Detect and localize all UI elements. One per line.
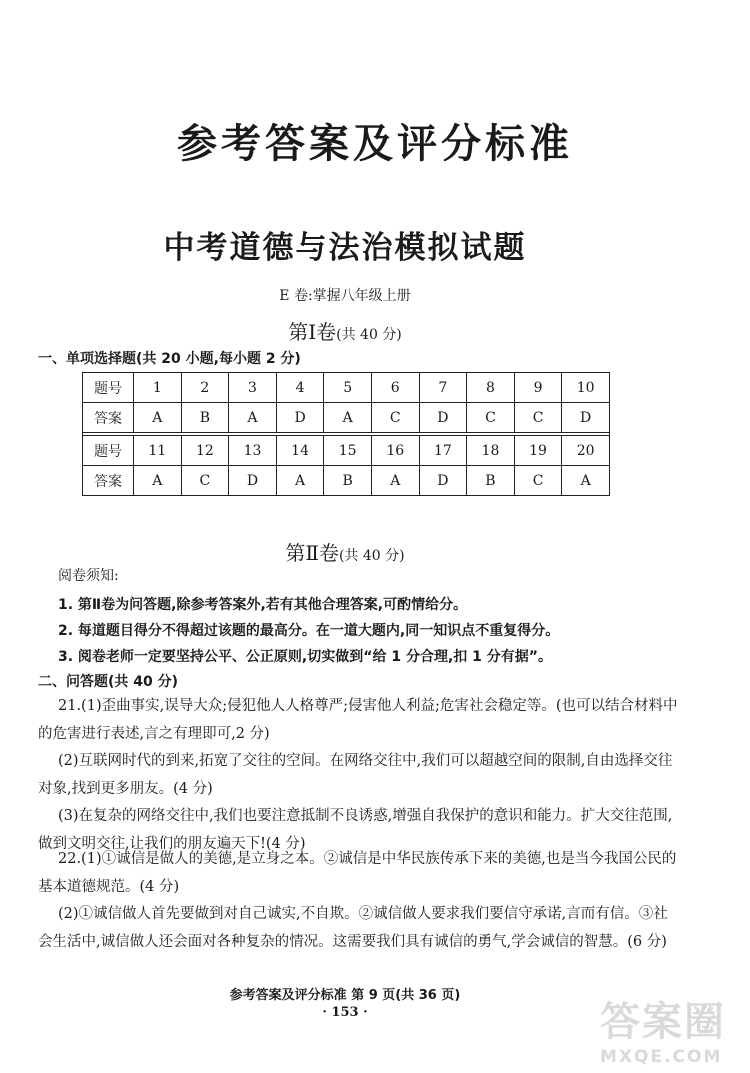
row-label: 题号 [83, 436, 134, 466]
answer-letter-cell: A [562, 466, 610, 496]
question-number-cell: 1 [134, 373, 182, 403]
document-main-title: 参考答案及评分标准 [177, 121, 573, 167]
answer-letter-cell: A [324, 403, 372, 433]
answer-letter-cell: C [371, 403, 419, 433]
part1-title: 第Ⅰ卷 [288, 320, 337, 344]
part1-score: (共 40 分) [336, 327, 402, 343]
answer-letter-cell: D [276, 403, 324, 433]
question-number-cell: 20 [562, 436, 610, 466]
running-footer: 参考答案及评分标准 第 9 页(共 36 页) [229, 988, 461, 1003]
answer-letter-cell: D [419, 466, 467, 496]
rule-item: 3. 阅卷老师一定要坚持公平、公正原则,切实做到“给 1 分合理,扣 1 分有据”。 [58, 649, 552, 665]
watermark-text: 答案圈 [600, 999, 726, 1045]
answer-letter-cell: A [229, 403, 277, 433]
notice-title: 阅卷须知: [58, 568, 119, 584]
part2-score: (共 40 分) [338, 548, 405, 564]
question-number-cell: 4 [276, 373, 324, 403]
exam-scope: E 卷:掌握八年级上册 [279, 288, 411, 304]
part1-section-title: 一、单项选择题(共 20 小题,每小题 2 分) [38, 351, 301, 367]
answer-letter-cell: C [181, 466, 229, 496]
question-number-cell: 19 [514, 436, 562, 466]
question-number-cell: 18 [467, 436, 515, 466]
answer-letter-cell: A [134, 466, 182, 496]
answer-letter-cell: D [419, 403, 467, 433]
answer-letter-cell: C [514, 403, 562, 433]
answer-letter-cell: D [229, 466, 277, 496]
answer-letter-cell: A [371, 466, 419, 496]
answer-letter-cell: D [562, 403, 610, 433]
question-number-cell: 5 [324, 373, 372, 403]
question-number-cell: 15 [324, 436, 372, 466]
question-number-cell: 11 [134, 436, 182, 466]
answer-paragraph: 21.(1)歪曲事实,误导大众;侵犯他人人格尊严;侵害他人利益;危害社会稳定等。(也可以结合材料中的危害进行表述,言之有理即可,2 分) [38, 698, 678, 742]
answer-letter-cell: C [467, 403, 515, 433]
question-number-cell: 17 [419, 436, 467, 466]
exam-title: 中考道德与法治模拟试题 [163, 230, 527, 266]
rule-item: 1. 第Ⅱ卷为问答题,除参考答案外,若有其他合理答案,可酌情给分。 [58, 597, 468, 613]
row-label: 题号 [83, 373, 134, 403]
answer-letter-cell: C [514, 466, 562, 496]
watermark-domain: MXQE.COM [600, 1047, 723, 1067]
table-row [83, 403, 610, 433]
answer-letter-cell: A [276, 466, 324, 496]
answer-paragraph: 22.(1)①诚信是做人的美德,是立身之本。②诚信是中华民族传承下来的美德,也是当今我国公民的基本道德规范。(4 分) [38, 851, 677, 895]
row-label: 答案 [83, 403, 134, 433]
question-number-cell: 12 [181, 436, 229, 466]
question-number-cell: 3 [229, 373, 277, 403]
question-number-cell: 8 [467, 373, 515, 403]
answer-paragraph: (3)在复杂的网络交往中,我们也要注意抵制不良诱惑,增强自我保护的意识和能力。扩大交往范围,做到文明交往,让我们的朋友遍天下!(4 分) [38, 808, 673, 852]
question-number-cell: 16 [371, 436, 419, 466]
answer-letter-cell: B [181, 403, 229, 433]
part2-section-title: 二、问答题(共 40 分) [38, 674, 179, 690]
answer-paragraph: (2)①诚信做人首先要做到对自己诚实,不自欺。②诚信做人要求我们要信守承诺,言而有信。③社会生活中,诚信做人还会面对各种复杂的情况。这需要我们具有诚信的勇气,学会诚信的智慧。(6 分) [38, 906, 668, 950]
rule-item: 2. 每道题目得分不得超过该题的最高分。在一道大题内,同一知识点不重复得分。 [58, 623, 560, 639]
table-row [83, 373, 610, 403]
question-number-cell: 10 [562, 373, 610, 403]
table-row [83, 466, 610, 496]
part2-title: 第Ⅱ卷 [285, 541, 339, 565]
answer-letter-cell: B [467, 466, 515, 496]
page-number: · 153 · [322, 1005, 368, 1020]
question-number-cell: 13 [229, 436, 277, 466]
question-number-cell: 2 [181, 373, 229, 403]
answer-letter-cell: A [134, 403, 182, 433]
part1-heading [0, 316, 690, 345]
part2-heading [0, 537, 690, 566]
table-row [83, 436, 610, 466]
question-number-cell: 9 [514, 373, 562, 403]
row-label: 答案 [83, 466, 134, 496]
question-number-cell: 6 [371, 373, 419, 403]
question-number-cell: 14 [276, 436, 324, 466]
answer-table [82, 372, 610, 496]
watermark-logo [600, 990, 740, 1068]
answer-letter-cell: B [324, 466, 372, 496]
question-number-cell: 7 [419, 373, 467, 403]
answer-paragraph: (2)互联网时代的到来,拓宽了交往的空间。在网络交往中,我们可以超越空间的限制,自由选择交往对象,找到更多朋友。(4 分) [38, 753, 673, 797]
